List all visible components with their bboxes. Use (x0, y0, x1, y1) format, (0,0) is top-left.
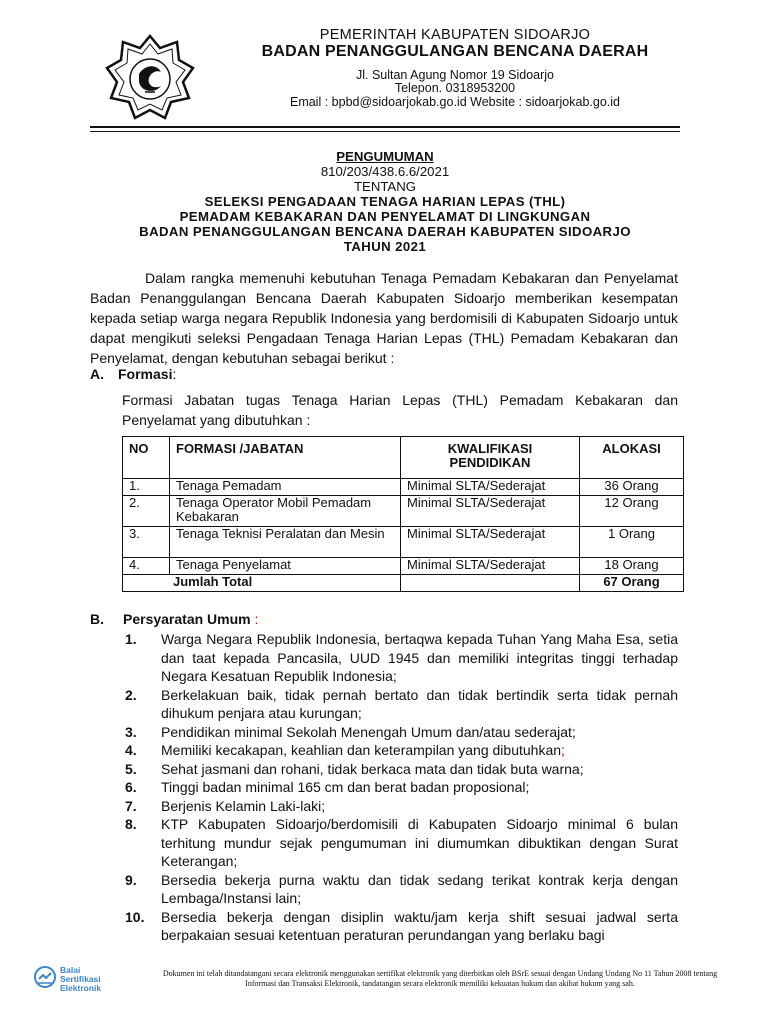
item-number: 3. (125, 723, 137, 740)
cell-no: 1. (123, 479, 170, 496)
requirements-list (122, 630, 678, 945)
sidoarjo-emblem-logo (105, 34, 195, 122)
cell-kualifikasi: Minimal SLTA/Sederajat (401, 479, 580, 496)
announcement-heading: PENGUMUMAN (336, 149, 434, 164)
item-number: 7. (125, 797, 137, 814)
cell-jabatan: Tenaga Teknisi Peralatan dan Mesin (170, 527, 401, 558)
item-number: 8. (125, 816, 137, 832)
item-text: Memiliki kecakapan, keahlian dan keterampilan yang dibutuhkan (161, 742, 562, 758)
section-b-letter: B. (90, 611, 104, 627)
header-alokasi: ALOKASI (580, 437, 684, 479)
bsre-logo-text (60, 966, 101, 993)
letterhead-government: PEMERINTAH KABUPATEN SIDOARJO (319, 27, 591, 43)
section-b-heading (90, 611, 258, 627)
item-text: Warga Negara Republik Indonesia, bertaqwa kepada Tuhan Yang Maha Esa, setia dan taat kepada Pancasila, UUD 1945 dan memiliki integritas tinggi terhadap Negara Kesatuan Republik Indonesia; (161, 631, 678, 684)
item-number: 6. (125, 779, 137, 795)
total-label: Jumlah Total (123, 575, 401, 592)
item-number: 1. (125, 631, 137, 647)
cell-alokasi: 12 Orang (580, 496, 684, 527)
letterhead-phone: Telepon. 0318953200 (394, 81, 516, 95)
letterhead-divider-thin (90, 131, 680, 132)
list-item (122, 908, 678, 945)
bsre-logo-icon (33, 965, 57, 989)
item-text: Bersedia bekerja dengan disiplin waktu/jam kerja shift sesuai jadwal serta berpakaian sesuai ketentuan peraturan perundangan yang berlaku bagi (161, 908, 678, 943)
item-text: Tinggi badan minimal 165 cm dan berat badan proposional; (161, 779, 530, 795)
list-item (122, 871, 678, 908)
total-value: 67 Orang (580, 575, 684, 592)
cell-no: 4. (123, 558, 170, 575)
cell-kualifikasi: Minimal SLTA/Sederajat (401, 558, 580, 575)
section-a-paragraph: Formasi Jabatan tugas Tenaga Harian Lepas (THL) Pemadam Kebakaran dan Penyelamat yang dibutuhkan : (122, 392, 678, 428)
item-number: 5. (125, 760, 137, 777)
section-b-title: Persyaratan Umum (123, 611, 251, 627)
letterhead-contact: Email : bpbd@sidoarjokab.go.id Website : sidoarjokab.go.id (289, 95, 620, 109)
list-item (122, 630, 678, 686)
announcement-subject-line-4: TAHUN 2021 (343, 239, 427, 254)
announcement-subject-line-1: SELEKSI PENGADAAN TENAGA HARIAN LEPAS (THL) (204, 194, 566, 209)
cell-alokasi: 1 Orang (580, 527, 684, 558)
cell-jabatan: Tenaga Penyelamat (170, 558, 401, 575)
cell-jabatan: Tenaga Operator Mobil Pemadam Kebakaran (170, 496, 401, 527)
total-empty-cell (401, 575, 580, 592)
formasi-table (122, 436, 684, 592)
cell-kualifikasi: Minimal SLTA/Sederajat (401, 527, 580, 558)
announcement-number: 810/203/438.6.6/2021 (320, 164, 450, 179)
letterhead-divider-thick (90, 126, 680, 128)
item-text: Sehat jasmani dan rohani, tidak berkaca mata dan tidak buta warna; (161, 760, 584, 777)
item-text: Pendidikan minimal Sekolah Menengah Umum dan/atau sederajat; (161, 723, 576, 740)
item-text: Bersedia bekerja purna waktu dan tidak sedang terikat kontrak kerja dengan Lembaga/Instansi lain; (161, 871, 678, 906)
item-number: 9. (125, 871, 137, 888)
section-a-colon: : (172, 366, 177, 382)
list-item (122, 741, 678, 760)
announcement-about: TENTANG (353, 179, 417, 194)
header-jabatan: FORMASI /JABATAN (170, 437, 401, 479)
cell-jabatan: Tenaga Pemadam (170, 479, 401, 496)
item-text: KTP Kabupaten Sidoarjo/berdomisili di Kabupaten Sidoarjo minimal 6 bulan terhitung mundur sejak pengumuman ini diumumkan dibuktikan dengan Surat Keterangan; (161, 816, 678, 869)
announcement-subject-line-3: BADAN PENANGGULANGAN BENCANA DAERAH KABUPATEN SIDOARJO (139, 224, 631, 239)
bsre-logo-line: Balai (60, 965, 81, 975)
item-number: 10. (125, 908, 145, 925)
item-number: 4. (125, 742, 137, 758)
item-tail: ; (561, 742, 565, 758)
list-item (122, 815, 678, 871)
announcement-subject-line-2: PEMADAM KEBAKARAN DAN PENYELAMAT DI LINGKUNGAN (179, 209, 591, 224)
cell-kualifikasi: Minimal SLTA/Sederajat (401, 496, 580, 527)
e-signature-footnote: Dokumen ini telah ditandatangani secara elektronik menggunakan sertifikat elektronik yang diterbitkan oleh BSrE sesuai dengan Undang Undang No 11 Tahun 2008 tentang Informasi dan Transaksi Elektronik, tandatangan secara elektronik memiliki kekuatan hukum dan akibat hukum yang sah. (162, 969, 718, 988)
header-kualifikasi: KWALIFIKASI PENDIDIKAN (401, 437, 580, 479)
bsre-logo-line: Elektronik (60, 983, 102, 993)
list-item (122, 778, 678, 797)
list-item (122, 686, 678, 723)
cell-no: 2. (123, 496, 170, 527)
letterhead-address: Jl. Sultan Agung Nomor 19 Sidoarjo (355, 68, 555, 82)
section-a-title: Formasi (118, 366, 173, 382)
cell-alokasi: 18 Orang (580, 558, 684, 575)
item-text: Berkelakuan baik, tidak pernah bertato dan tidak bertindik serta tidak pernah dihukum penjara atau kurungan; (161, 686, 678, 721)
section-a-heading (90, 366, 176, 382)
item-text: Berjenis Kelamin Laki-laki; (161, 797, 326, 814)
section-b-colon: : (254, 611, 259, 627)
list-item (122, 760, 678, 779)
list-item (122, 797, 678, 816)
item-number: 2. (125, 686, 137, 703)
bsre-logo-line: Sertifikasi (60, 974, 101, 984)
table-row (123, 479, 684, 496)
cell-no: 3. (123, 527, 170, 558)
letterhead-agency: BADAN PENANGGULANGAN BENCANA DAERAH (261, 43, 649, 60)
section-a-letter: A. (90, 366, 104, 382)
table-total-row (123, 575, 684, 592)
table-row (123, 496, 684, 527)
table-row (123, 558, 684, 575)
header-no: NO (123, 437, 170, 479)
list-item (122, 723, 678, 742)
table-row (123, 527, 684, 558)
intro-paragraph: Dalam rangka memenuhi kebutuhan Tenaga Pemadam Kebakaran dan Penyelamat Badan Penanggulangan Bencana Daerah Kabupaten Sidoarjo memberikan kesempatan kepada setiap warga negara Republik Indonesia yang berdomisili di Kabupaten Sidoarjo untuk dapat mengikuti seleksi Pengadaan Tenaga Harian Lepas (THL) Pemadam Kebakaran dan Penyelamat, dengan kebutuhan sebagai berikut : (90, 270, 678, 366)
cell-alokasi: 36 Orang (580, 479, 684, 496)
table-header-row (123, 437, 684, 479)
